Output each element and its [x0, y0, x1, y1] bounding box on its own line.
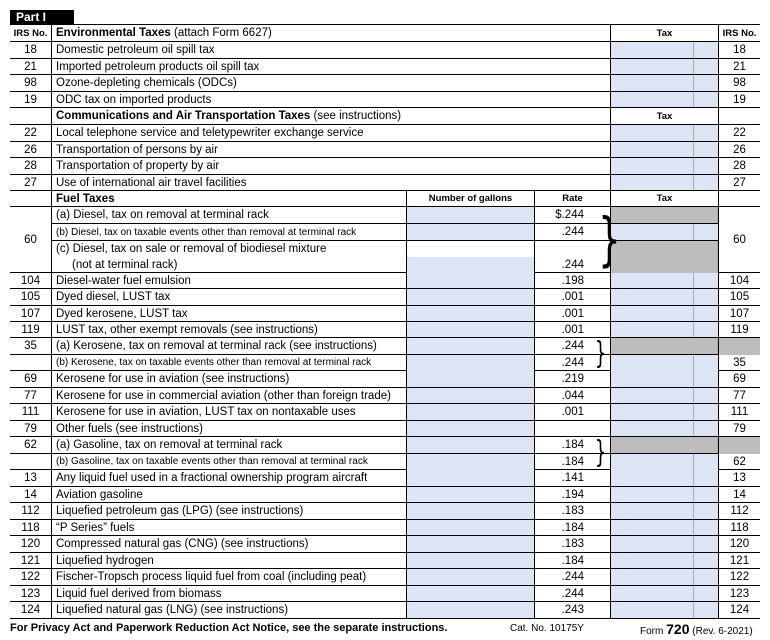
gallons-input[interactable] — [406, 487, 534, 503]
tax-input[interactable] — [610, 404, 694, 420]
kerosene-a-tax-shaded — [610, 338, 718, 354]
line-description: Ozone-depleting chemicals (ODCs) — [56, 77, 237, 89]
tax-input[interactable] — [610, 125, 694, 141]
tax-cents-input[interactable] — [694, 59, 718, 75]
table-row — [10, 322, 760, 338]
irs-blank — [10, 191, 52, 206]
kerosene-b-rate: .244 — [534, 355, 610, 371]
gasoline-row-a — [10, 437, 718, 454]
table-row — [10, 536, 760, 553]
gallons-input[interactable] — [406, 371, 534, 387]
gasoline-irs-shaded — [718, 437, 760, 454]
kerosene-irs-shaded — [718, 338, 760, 355]
line-description: Transportation of persons by air — [56, 143, 218, 156]
line-description: Liquefied petroleum gas (LPG) (see instructions) — [56, 505, 304, 517]
gallons-input[interactable] — [406, 520, 534, 536]
kerosene-tax-cents-input[interactable] — [694, 355, 718, 371]
line-description: Any liquid fuel used in a fractional ownership program aircraft — [56, 472, 368, 484]
line-description: Kerosene for use in aviation, LUST tax on nontaxable uses — [56, 406, 356, 418]
irs-no: 111 — [10, 404, 52, 420]
diesel-c-tax-shaded — [610, 241, 718, 273]
irs-no: 28 — [10, 158, 52, 174]
table-row — [10, 42, 760, 59]
rate-value: .044 — [534, 388, 610, 404]
irs-no-right: 124 — [718, 602, 760, 618]
tax-input[interactable] — [610, 42, 694, 58]
gallons-input[interactable] — [406, 289, 534, 304]
irs-no-right: 118 — [718, 520, 760, 536]
rate-value: .183 — [534, 536, 610, 552]
form-revision: (Rev. 6-2021) — [692, 626, 753, 637]
communications-note: (see instructions) — [313, 110, 402, 122]
irs-no: 27 — [10, 175, 52, 191]
tax-cents-input[interactable] — [694, 536, 718, 552]
irs-no-right: 19 — [718, 92, 760, 108]
kerosene-row-a — [10, 338, 718, 355]
gasoline-a-rate: .184 — [534, 437, 610, 453]
irs-no-right: 79 — [718, 421, 760, 437]
rate-value: .001 — [534, 404, 610, 420]
table-row — [10, 142, 760, 159]
gasoline-b-gallons-input[interactable] — [406, 454, 534, 470]
gasoline-a-gallons-input[interactable] — [406, 437, 534, 453]
irs-no: 119 — [10, 322, 52, 337]
tax-cents-input[interactable] — [694, 142, 718, 158]
part-label: Part I — [10, 10, 74, 24]
tax-input[interactable] — [610, 306, 694, 321]
diesel-c-desc2: (not at terminal rack) — [72, 259, 178, 271]
irs-no: 98 — [10, 75, 52, 91]
tax-input[interactable] — [610, 175, 694, 191]
irs-blank-right — [718, 108, 760, 124]
table-row — [10, 273, 760, 289]
table-row — [10, 125, 760, 142]
tax-input[interactable] — [610, 586, 694, 602]
table-row — [10, 388, 760, 405]
table-row — [10, 175, 760, 192]
tax-cents-input[interactable] — [694, 388, 718, 404]
gasoline-a-tax-shaded — [610, 437, 718, 453]
gasoline-tax-input[interactable] — [610, 454, 694, 470]
gallons-input[interactable] — [406, 470, 534, 486]
line-description: Other fuels (see instructions) — [56, 422, 204, 435]
rate-value: .219 — [534, 371, 610, 387]
table-row — [10, 421, 760, 438]
fuel-header-row — [10, 191, 760, 207]
irs-no-right: 107 — [718, 306, 760, 321]
irs-no: 13 — [10, 470, 52, 486]
line-description: Liquefied hydrogen — [56, 554, 154, 567]
rate-value: .198 — [534, 273, 610, 288]
gallons-input[interactable] — [406, 569, 534, 585]
diesel-c-desc-wrap — [52, 241, 326, 273]
gallons-input[interactable] — [406, 404, 534, 420]
line-description: Compressed natural gas (CNG) (see instructions) — [56, 538, 309, 550]
kerosene-irs-no: 35 — [10, 338, 52, 354]
tax-cents-input[interactable] — [694, 470, 718, 486]
irs-no: 121 — [10, 553, 52, 569]
irs-no: 120 — [10, 536, 52, 552]
table-row — [10, 487, 760, 504]
table-row — [10, 503, 760, 520]
table-row — [10, 553, 760, 570]
irs-no: 123 — [10, 586, 52, 602]
rate-value: .243 — [534, 602, 610, 618]
line-description: Dyed diesel, LUST tax — [56, 291, 171, 304]
irs-blank — [10, 454, 52, 470]
tax-input[interactable] — [610, 158, 694, 174]
kerosene-b-gallons-input[interactable] — [406, 355, 534, 371]
line-description: Use of international air travel facilities — [56, 176, 247, 189]
line-description: Liquid fuel derived from biomass — [56, 587, 222, 600]
tax-input[interactable] — [610, 602, 694, 618]
gallons-input[interactable] — [406, 553, 534, 569]
diesel-b-gallons-input[interactable] — [406, 224, 534, 240]
table-row — [10, 75, 760, 92]
irs-no: 104 — [10, 273, 52, 288]
tax-cents-input[interactable] — [694, 487, 718, 503]
tax-input[interactable] — [610, 421, 694, 437]
part-bar — [10, 10, 760, 25]
gallons-input[interactable] — [406, 388, 534, 404]
line-description: Kerosene for use in commercial aviation (other than foreign trade) — [56, 389, 391, 402]
irs-no-right: 27 — [718, 175, 760, 191]
tax-cents-input[interactable] — [694, 158, 718, 174]
irs-no-right: 18 — [718, 42, 760, 58]
diesel-a-tax-shaded — [610, 207, 718, 223]
tax-cents-input[interactable] — [694, 289, 718, 304]
diesel-b-rate: .244 — [534, 224, 610, 240]
tax-input[interactable] — [610, 92, 694, 108]
kerosene-a-rate: .244 — [534, 338, 610, 354]
tax-input[interactable] — [610, 536, 694, 552]
irs-no-right: 21 — [718, 59, 760, 75]
irs-no: 21 — [10, 59, 52, 75]
gasoline-row-b — [10, 454, 718, 470]
line-description: Imported petroleum products oil spill tax — [56, 60, 260, 73]
table-row — [10, 404, 760, 421]
diesel-irs-no: 60 — [10, 207, 52, 272]
irs-no-right: 104 — [718, 273, 760, 288]
diesel-c-gallons-input[interactable] — [406, 257, 534, 273]
rate-value: .184 — [534, 553, 610, 569]
table-row — [10, 586, 760, 603]
communications-header-row — [10, 108, 760, 125]
rate-value — [534, 421, 610, 437]
table-row — [10, 569, 760, 586]
diesel-c-rate: .244 — [534, 241, 610, 273]
gasoline-b-rate: .184 — [534, 454, 610, 470]
privacy-notice: For Privacy Act and Paperwork Reduction Act Notice, see the separate instructions. — [10, 622, 448, 634]
gallons-input[interactable] — [406, 273, 534, 288]
irs-no-right: 26 — [718, 142, 760, 158]
gallons-input[interactable] — [406, 421, 534, 437]
gasoline-irs-no: 62 — [10, 437, 52, 453]
kerosene-group — [10, 338, 760, 371]
line-description: Dyed kerosene, LUST tax — [56, 307, 188, 320]
irs-no: 122 — [10, 569, 52, 585]
tax-cents-input[interactable] — [694, 42, 718, 58]
table-row — [10, 602, 760, 619]
diesel-b-desc: (b) Diesel, tax on taxable events other than removal at terminal rack — [56, 227, 357, 238]
rate-value: .184 — [534, 520, 610, 536]
line-description: Kerosene for use in aviation (see instructions) — [56, 373, 290, 385]
irs-no-right: 28 — [718, 158, 760, 174]
irs-no: 26 — [10, 142, 52, 158]
tax-input[interactable] — [610, 388, 694, 404]
tax-cents-input[interactable] — [694, 273, 718, 288]
gasoline-a-desc: (a) Gasoline, tax on removal at terminal rack — [56, 439, 283, 451]
tax-cents-input[interactable] — [694, 125, 718, 141]
rate-value: .244 — [534, 586, 610, 602]
irs-no-right: 105 — [718, 289, 760, 304]
line-description: Local telephone service and teletypewriter exchange service — [56, 127, 364, 139]
diesel-a-gallons-input[interactable] — [406, 207, 534, 223]
irs-no-right: 111 — [718, 404, 760, 420]
diesel-irs-no-right: 60 — [718, 207, 760, 272]
communications-title: Communications and Air Transportation Taxes — [56, 110, 311, 122]
tax-cents-input[interactable] — [694, 371, 718, 387]
line-description: Transportation of property by air — [56, 160, 220, 172]
tax-cents-input[interactable] — [694, 421, 718, 437]
irs-blank — [10, 108, 52, 124]
tax-input[interactable] — [610, 142, 694, 158]
diesel-c-desc: (c) Diesel, tax on sale or removal of biodiesel mixture — [56, 243, 327, 255]
tax-cents-input[interactable] — [694, 322, 718, 337]
irs-blank — [10, 355, 52, 371]
rate-header: Rate — [534, 191, 610, 206]
tax-cents-input[interactable] — [694, 306, 718, 321]
communications-section-title — [52, 108, 401, 124]
gasoline-tax-cents-input[interactable] — [694, 454, 718, 470]
gallons-input[interactable] — [406, 306, 534, 321]
irs-no-right: 123 — [718, 586, 760, 602]
kerosene-a-gallons-input[interactable] — [406, 338, 534, 354]
irs-no: 77 — [10, 388, 52, 404]
diesel-tax-cents-input[interactable] — [694, 224, 718, 240]
gallons-input[interactable] — [406, 586, 534, 602]
irs-no-right: 112 — [718, 503, 760, 519]
tax-input[interactable] — [610, 553, 694, 569]
tax-cents-input[interactable] — [694, 602, 718, 618]
table-row — [10, 470, 760, 487]
rate-value: .183 — [534, 503, 610, 519]
irs-no: 112 — [10, 503, 52, 519]
diesel-a-desc: (a) Diesel, tax on removal at terminal rack — [56, 209, 269, 221]
fuel-section-title: Fuel Taxes — [56, 193, 115, 205]
irs-no-right: 69 — [718, 371, 760, 387]
diesel-c-gallons-blank — [406, 241, 534, 257]
cat-number: Cat. No. 10175Y — [510, 623, 584, 634]
form-prefix: Form — [640, 626, 664, 637]
tax-header: Tax — [610, 25, 718, 41]
diesel-tax-input[interactable] — [610, 224, 694, 240]
irs-no: 107 — [10, 306, 52, 321]
irs-no: 124 — [10, 602, 52, 618]
gallons-input[interactable] — [406, 503, 534, 519]
irs-no: 105 — [10, 289, 52, 304]
rate-value: .194 — [534, 487, 610, 503]
rate-value: .244 — [534, 569, 610, 585]
kerosene-a-desc: (a) Kerosene, tax on removal at terminal rack (see instructions) — [56, 340, 377, 352]
irs-no-right: 77 — [718, 388, 760, 404]
tax-input[interactable] — [610, 520, 694, 536]
irs-no-right: 22 — [718, 125, 760, 141]
line-description: ODC tax on imported products — [56, 93, 212, 106]
tax-input[interactable] — [610, 59, 694, 75]
form-number: 720 — [666, 621, 690, 637]
irs-no: 19 — [10, 92, 52, 108]
tax-header: Tax — [610, 191, 718, 206]
tax-cents-input[interactable] — [694, 175, 718, 191]
tax-input[interactable] — [610, 273, 694, 288]
gallons-input[interactable] — [406, 602, 534, 618]
tax-input[interactable] — [610, 487, 694, 503]
irs-no: 118 — [10, 520, 52, 536]
irs-no-right: 14 — [718, 487, 760, 503]
irs-no-header: IRS No. — [10, 25, 52, 41]
irs-no: 18 — [10, 42, 52, 58]
gallons-header: Number of gallons — [406, 191, 534, 206]
rate-value: .141 — [534, 470, 610, 486]
irs-no: 79 — [10, 421, 52, 437]
gallons-input[interactable] — [406, 536, 534, 552]
tax-input[interactable] — [610, 470, 694, 486]
tax-input[interactable] — [610, 322, 694, 337]
kerosene-brace: } — [594, 336, 607, 371]
tax-input[interactable] — [610, 503, 694, 519]
diesel-brace: } — [598, 205, 621, 273]
irs-no-right: 120 — [718, 536, 760, 552]
irs-no: 22 — [10, 125, 52, 141]
tax-cents-input[interactable] — [694, 75, 718, 91]
irs-no-header-right: IRS No. — [718, 25, 760, 41]
form-id — [640, 621, 753, 637]
kerosene-b-desc: (b) Kerosene, tax on taxable events other than removal at terminal rack — [56, 357, 372, 368]
line-description: LUST tax, other exempt removals (see instructions) — [56, 323, 318, 336]
environmental-title: Environmental Taxes — [56, 27, 171, 39]
tax-input[interactable] — [610, 289, 694, 304]
tax-cents-input[interactable] — [694, 92, 718, 108]
tax-input[interactable] — [610, 371, 694, 387]
kerosene-irs-no-right: 35 — [718, 355, 760, 370]
line-description: Fischer-Tropsch process liquid fuel from coal (including peat) — [56, 571, 367, 583]
rate-value: .001 — [534, 289, 610, 304]
gasoline-irs-no-right: 62 — [718, 454, 760, 469]
rate-value: .001 — [534, 306, 610, 321]
line-description: Liquefied natural gas (LNG) (see instructions) — [56, 604, 289, 616]
form-footer — [10, 620, 760, 638]
diesel-group — [10, 207, 760, 273]
tax-cents-input[interactable] — [694, 520, 718, 536]
line-description: Domestic petroleum oil spill tax — [56, 44, 215, 56]
irs-no-right: 98 — [718, 75, 760, 91]
irs-no-right: 119 — [718, 322, 760, 337]
irs-no: 14 — [10, 487, 52, 503]
tax-cents-input[interactable] — [694, 503, 718, 519]
tax-cents-input[interactable] — [694, 553, 718, 569]
gallons-input[interactable] — [406, 322, 534, 337]
irs-no-right: 13 — [718, 470, 760, 486]
gasoline-brace: } — [594, 435, 607, 470]
kerosene-row-b — [10, 355, 718, 371]
tax-input[interactable] — [610, 569, 694, 585]
irs-no: 69 — [10, 371, 52, 387]
gasoline-group — [10, 437, 760, 470]
table-row — [10, 289, 760, 305]
table-row — [10, 306, 760, 322]
line-description: “P Series” fuels — [56, 521, 135, 534]
environmental-header-row — [10, 25, 760, 42]
tax-cents-input[interactable] — [694, 569, 718, 585]
environmental-note: (attach Form 6627) — [174, 27, 272, 39]
tax-cents-input[interactable] — [694, 586, 718, 602]
table-row — [10, 92, 760, 109]
tax-cents-input[interactable] — [694, 404, 718, 420]
table-row — [10, 158, 760, 175]
table-row — [10, 371, 760, 388]
table-row — [10, 520, 760, 537]
table-row — [10, 59, 760, 76]
rate-value: .001 — [534, 322, 610, 337]
environmental-section-title — [52, 25, 272, 41]
tax-header: Tax — [610, 108, 718, 124]
irs-no-right: 121 — [718, 553, 760, 569]
diesel-a-rate: $.244 — [534, 207, 610, 223]
gasoline-b-desc: (b) Gasoline, tax on taxable events other than removal at terminal rack — [56, 456, 368, 467]
irs-blank-right — [718, 191, 760, 206]
irs-no-right: 122 — [718, 569, 760, 585]
line-description: Aviation gasoline — [56, 488, 143, 501]
tax-input[interactable] — [610, 75, 694, 91]
kerosene-tax-input[interactable] — [610, 355, 694, 371]
line-description: Diesel-water fuel emulsion — [56, 275, 191, 287]
